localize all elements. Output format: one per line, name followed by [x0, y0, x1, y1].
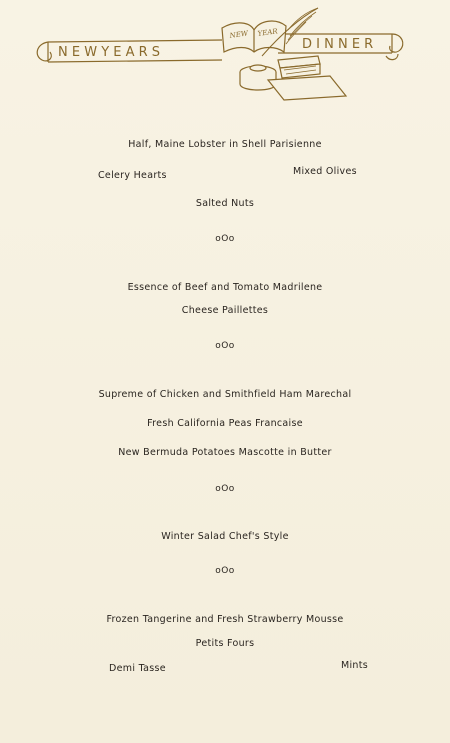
potatoes-item: New Bermuda Potatoes Mascotte in Butter	[118, 447, 332, 458]
book-text-line2: YEAR	[257, 27, 279, 38]
petits-fours-item: Petits Fours	[195, 638, 255, 649]
salad-item: Winter Salad Chef's Style	[161, 531, 289, 542]
separator-ornament: oOo	[215, 566, 235, 576]
cheese-paillettes-item: Cheese Paillettes	[181, 305, 269, 316]
chicken-ham-item: Supreme of Chicken and Smithfield Ham Marechal	[98, 389, 352, 400]
header-banner	[0, 0, 450, 110]
madrilene-item: Essence of Beef and Tomato Madrilene	[127, 282, 323, 293]
separator-ornament: oOo	[215, 484, 235, 494]
separator-ornament: oOo	[215, 341, 235, 351]
peas-item: Fresh California Peas Francaise	[147, 418, 303, 429]
banner-left-text: N E W Y E A R S	[58, 45, 161, 60]
salted-nuts-item: Salted Nuts	[195, 198, 255, 209]
mints-item: Mints	[341, 660, 369, 671]
banner-right-text: D I N N E R	[302, 37, 374, 52]
lobster-item: Half, Maine Lobster in Shell Parisienne	[128, 139, 322, 150]
olives-item: Mixed Olives	[293, 166, 357, 177]
book-text-line1: NEW	[229, 29, 249, 40]
separator-ornament: oOo	[215, 234, 235, 244]
mousse-item: Frozen Tangerine and Fresh Strawberry Mousse	[106, 614, 344, 625]
celery-item: Celery Hearts	[98, 170, 167, 181]
demi-tasse-item: Demi Tasse	[109, 663, 166, 674]
